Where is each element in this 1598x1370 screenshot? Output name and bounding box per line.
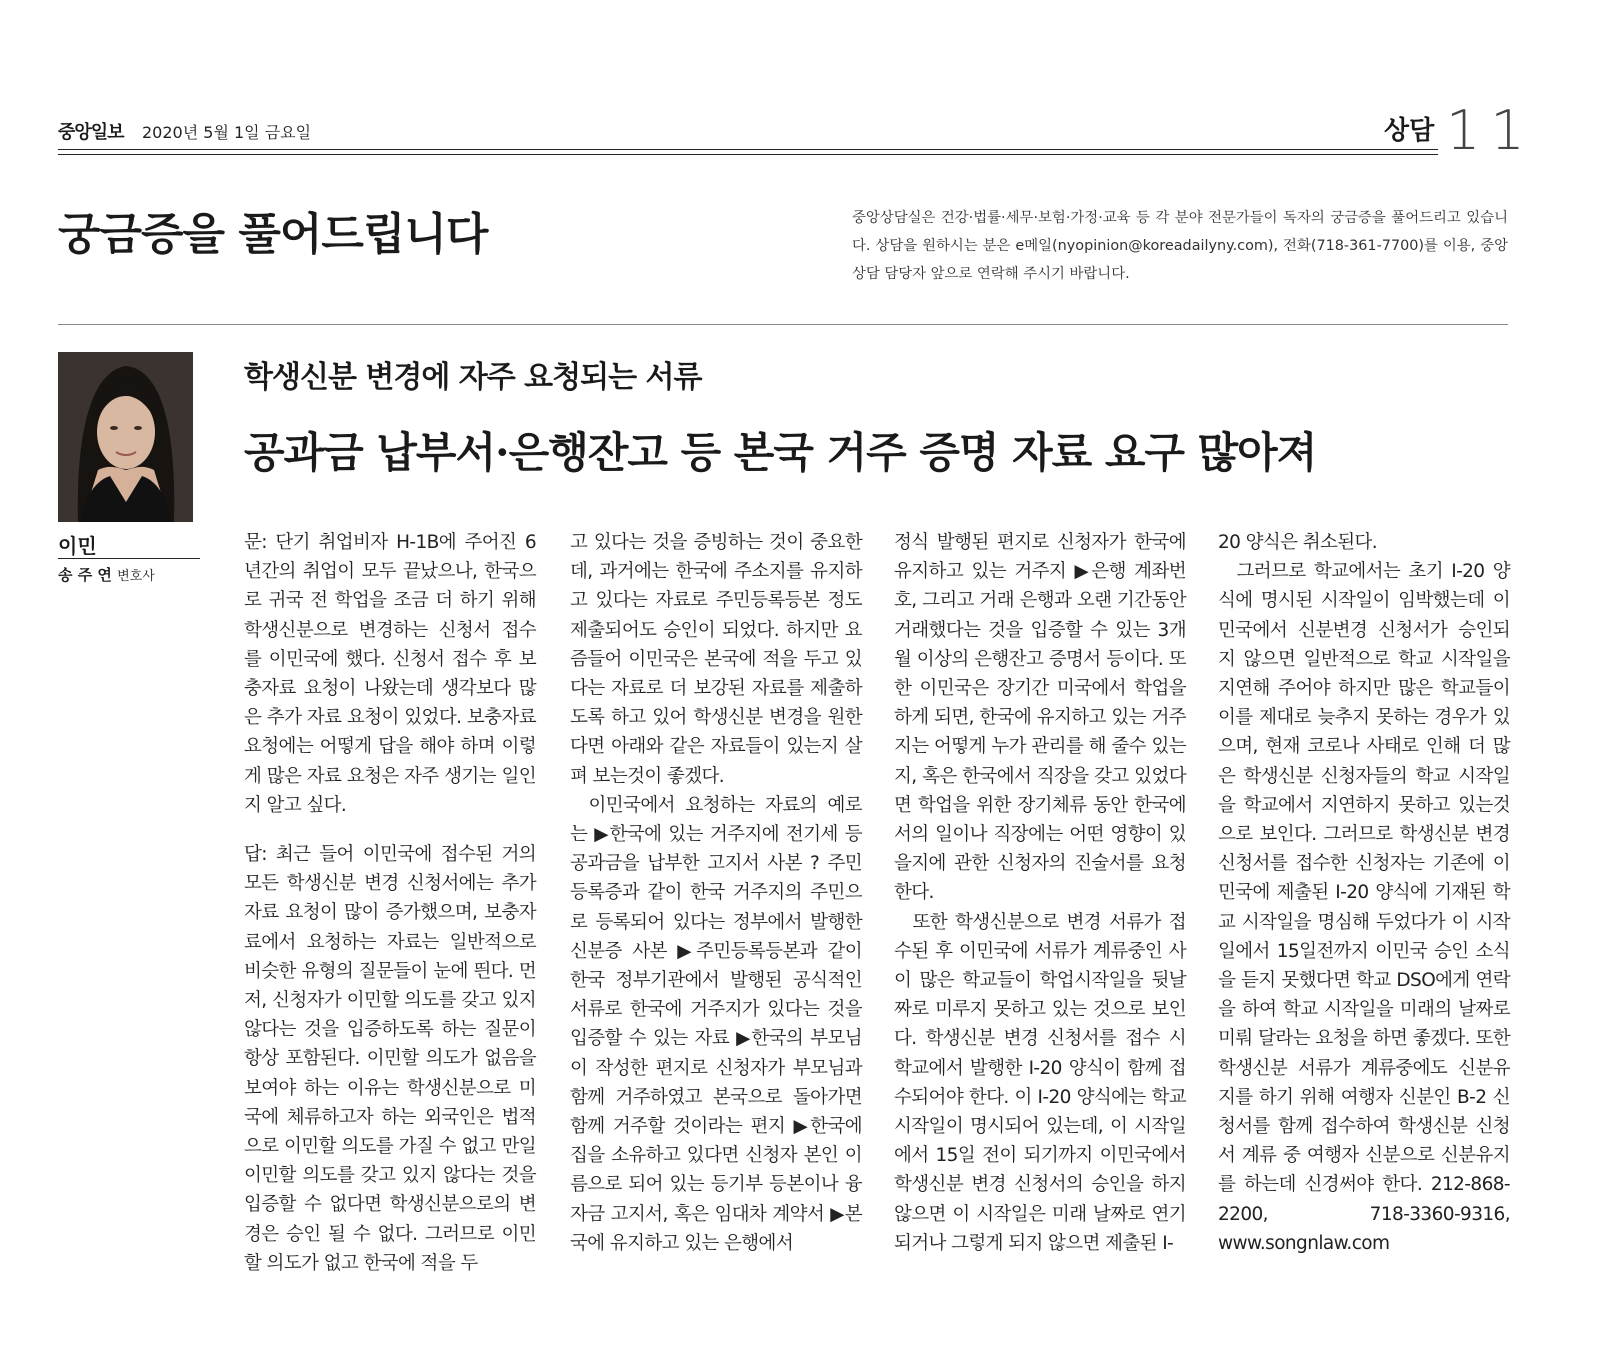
body-column-2 bbox=[570, 528, 862, 1258]
banner-intro: 중앙상담실은 건강·법률·세무·보험·가정·교육 등 각 분야 전문가들이 독자의 궁금증을 풀어드리고 있습니다. 상담을 원하시는 분은 e메일(nyopinion@koreadailyny.com), 전화(718-361-7700)를 이용, 중앙상담 담당자 앞으로 연락해 주시기 바랍니다. bbox=[852, 210, 1508, 282]
masthead-brand: 중앙일보 bbox=[58, 122, 124, 143]
paragraph-answer-cont: 고 있다는 것을 증빙하는 것이 중요한데, 과거에는 한국에 주소지를 유지하고 있다는 자료로 주민등록등본 정도 제출되어도 승인이 되었다. 하지만 요즘들어 이민국은 본국에 적을 두고 있다는 자료로 더 보강된 자료를 제출하도록 하고 있어 학생신분 변경을 원한다면 아래와 같은 자료들이 있는지 살펴 보는것이 좋겠다. bbox=[570, 532, 862, 787]
masthead-rule-bottom bbox=[58, 154, 1438, 155]
paragraph-answer: 답: 최근 들어 이민국에 접수된 거의 모든 학생신분 변경 신청서에는 추가 자료 요청이 많이 증가했으며, 보충자료에서 요청하는 자료는 일반적으로 비슷한 유형의 질문들이 눈에 띈다. 먼저, 신청자가 이민할 의도를 갖고 있지 않다는 것을 입증하도록 하는 질문이 항상 포함된다. 이민할 의도가 없음을 보여야 하는 이유는 학생신분으로 미국에 체류하고자 하는 외국인은 법적으로 이민할 의도를 가질 수 없고 만일 이민할 의도를 갖고 있지 않다는 것을 입증할 수 없다면 학생신분으로의 변경은 승인 될 수 없다. 그러므로 이민할 의도가 없고 한국에 적을 두 bbox=[244, 844, 536, 1274]
category-label: 이민 bbox=[58, 534, 97, 558]
section-divider bbox=[58, 324, 1508, 325]
author-photo bbox=[58, 352, 193, 522]
paragraph-start-date-cont: 20 양식은 취소된다. bbox=[1218, 532, 1378, 553]
author-name: 송 주 연 bbox=[58, 566, 112, 584]
body-column-4 bbox=[1218, 528, 1510, 1258]
author-byline bbox=[58, 564, 155, 585]
author-role: 변호사 bbox=[117, 569, 155, 584]
section-label: 상담 bbox=[1384, 116, 1435, 146]
author-portrait-icon bbox=[58, 352, 193, 522]
body-column-1 bbox=[244, 528, 536, 1278]
article-headline: 공과금 납부서·은행잔고 등 본국 거주 증명 자료 요구 많아져 bbox=[244, 428, 1317, 477]
paragraph-question: 문: 단기 취업비자 H-1B에 주어진 6년간의 취업이 모두 끝났으나, 한국으로 귀국 전 학업을 조금 더 하기 위해 학생신분으로 변경하는 신청서 접수를 이민국에 했다. 신청서 접수 후 보충자료 요청이 나왔는데 생각보다 많은 추가 자료 요청이 있었다. 보충자료 요청에는 어떻게 답을 해야 하며 이렇게 많은 자료 요청은 자주 생기는 일인지 알고 싶다. bbox=[244, 532, 536, 816]
page-number: 11 bbox=[1446, 99, 1535, 162]
article-subhead: 학생신분 변경에 자주 요청되는 서류 bbox=[244, 360, 702, 395]
body-column-3 bbox=[894, 528, 1186, 1258]
category-rule bbox=[58, 558, 200, 559]
masthead-date: 2020년 5월 1일 금요일 bbox=[142, 123, 312, 142]
masthead-rule-top bbox=[58, 149, 1438, 150]
banner-title: 궁금증을 풀어드립니다 bbox=[58, 209, 488, 260]
paragraph-examples: 이민국에서 요청하는 자료의 예로는 ▶한국에 있는 거주지에 전기세 등 공과금을 납부한 고지서 사본 ? 주민등록증과 같이 한국 거주지의 주민으로 등록되어 있다는 정부에서 발행한 신분증 사본 ▶주민등록등본과 같이 한국 정부기관에서 발행된 공식적인 서류로 한국에 거주지가 있다는 것을 입증할 수 있는 자료 ▶한국의 부모님이 작성한 편지로 신청자가 부모님과 함께 거주하였고 본국으로 돌아가면 함께 거주할 것이라는 편지 ▶한국에 집을 소유하고 있다면 신청자 본인 이름으로 되어 있는 등기부 등본이나 융자금 고지서, 혹은 임대차 계약서 ▶본국에 유지하고 있는 은행에서 bbox=[570, 794, 862, 1254]
paragraph-examples-cont: 정식 발행된 편지로 신청자가 한국에 유지하고 있는 거주지 ▶은행 계좌번호, 그리고 거래 은행과 오랜 기간동안 거래했다는 것을 입증할 수 있는 3개월 이상의 은행잔고 증명서 등이다. 또한 이민국은 장기간 미국에서 학업을 하게 되면, 한국에 유지하고 있는 거주지는 어떻게 누가 관리를 해 줄수 있는지, 혹은 한국에서 직장을 갖고 있었다면 학업을 위한 장기체류 동안 한국에서의 일이나 직장에는 어떤 영향이 있을지에 관한 신청자의 진술서를 요청한다. bbox=[894, 532, 1186, 904]
paragraph-conclusion: 그러므로 학교에서는 초기 I-20 양식에 명시된 시작일이 임박했는데 이민국에서 신분변경 신청서가 승인되지 않으면 일반적으로 학교 시작일을 지연해 주어야 하지만 많은 학교들이 이를 제대로 늦추지 못하는 경우가 있으며, 현재 코로나 사태로 인해 더 많은 학생신분 신청자들의 학교 시작일을 학교에서 지연하지 못하고 있는것으로 보인다. 그러므로 학생신분 변경 신청서를 접수한 신청자는 기존에 이민국에 제출된 I-20 양식에 기재된 학교 시작일을 명심해 두었다가 이 시작일에서 15일전까지 이민국 승인 소식을 듣지 못했다면 학교 DSO에게 연락을 하여 학교 시작일을 미래의 날짜로 미뤄 달라는 요청을 하면 좋겠다. 또한 학생신분 서류가 계류중에도 신분유지를 하기 위해 여행자 신분인 B-2 신청서를 함께 접수하여 학생신분 신청서 계류 중 여행자 신분으로 신분유지를 하는데 신경써야 한다. 212-868-2200, 718-3360-9316, www.songnlaw.com bbox=[1218, 561, 1510, 1254]
paragraph-start-date: 또한 학생신분으로 변경 서류가 접수된 후 이민국에 서류가 계류중인 사이 많은 학교들이 학업시작일을 뒷날짜로 미루지 못하고 있는 것으로 보인다. 학생신분 변경 신청서를 접수 시 학교에서 발행한 I-20 양식이 함께 접수되어야 한다. 이 I-20 양식에는 학교 시작일이 명시되어 있는데, 이 시작일에서 15일 전이 되기까지 이민국에서 학생신분 변경 신청서의 승인을 하지 않으면 이 시작일은 미래 날짜로 연기되거나 그렇게 되지 않으면 제출된 I- bbox=[894, 911, 1186, 1254]
